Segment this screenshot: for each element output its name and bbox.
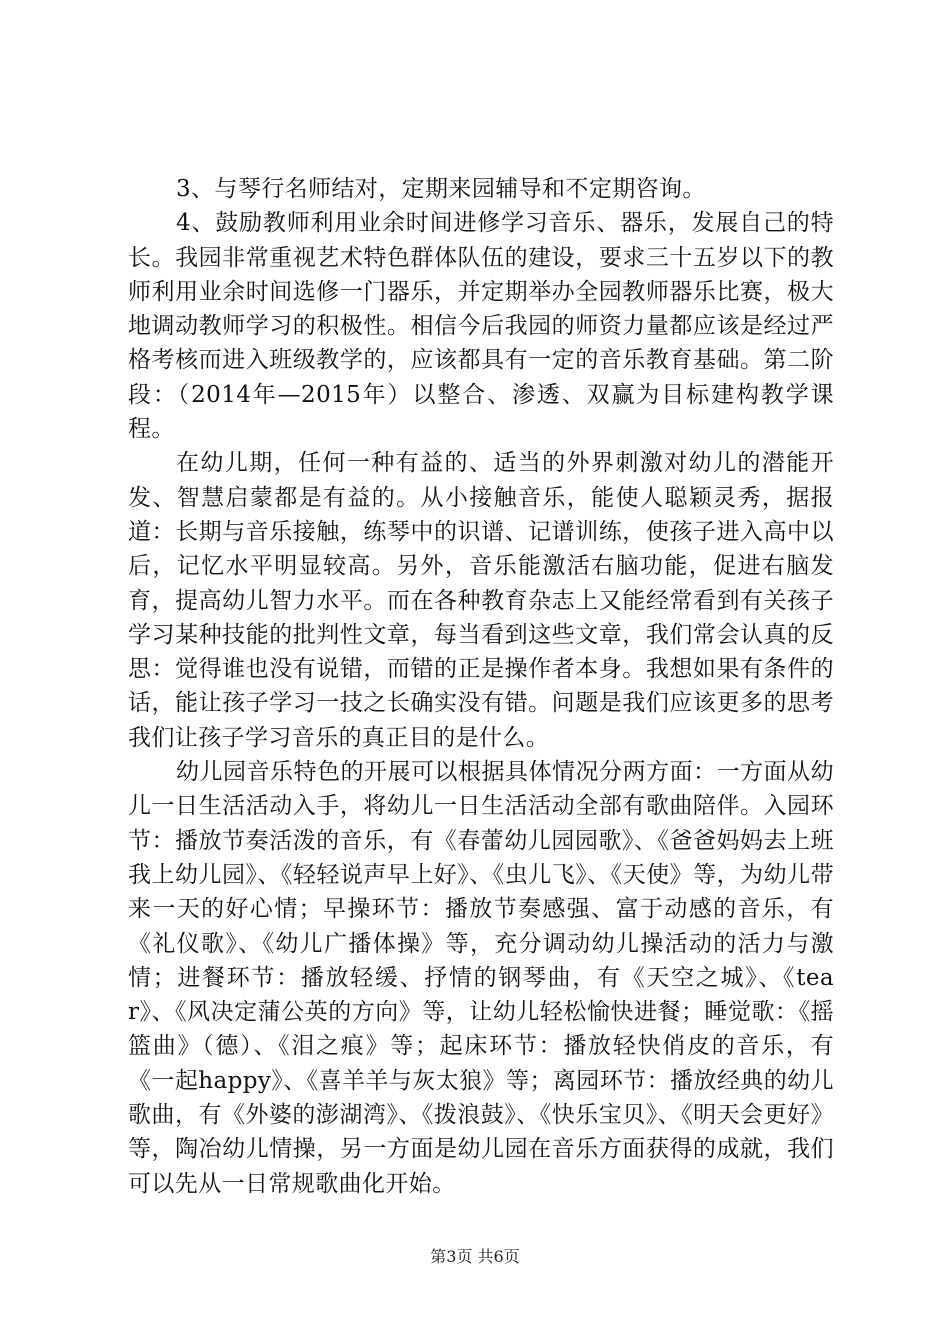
page-number-footer: 第3页 共6页	[430, 1247, 520, 1266]
paragraph-early-childhood: 在幼儿期，任何一种有益的、适当的外界刺激对幼儿的潜能开发、智慧启蒙都是有益的。从小接触音乐，能使人聪颖灵秀，据报道：长期与音乐接触，练琴中的识谱、记谱训练，使孩子进入高中以后，记忆水平明显较高。另外，音乐能激活右脑功能，促进右脑发育，提高幼儿智力水平。而在各种教育杂志上又能经常看到有关孩子学习某种技能的批判性文章，每当看到这些文章，我们常会认真的反思：觉得谁也没有说错，而错的正是操作者本身。我想如果有条件的话，能让孩子学习一技之长确实没有错。问题是我们应该更多的思考我们让孩子学习音乐的真正目的是什么。	[128, 450, 834, 751]
paragraph-item-3: 3、与琴行名师结对，定期来园辅导和不定期咨询。	[176, 176, 706, 202]
paragraph-item-4: 4、鼓励教师利用业余时间进修学习音乐、器乐，发展自己的特长。我园非常重视艺术特色群体队伍的建设，要求三十五岁以下的教师利用业余时间选修一门器乐，并定期举办全园教师器乐比赛，极大地调动教师学习的积极性。相信今后我园的师资力量都应该是经过严格考核而进入班级教学的，应该都具有一定的音乐教育基础。第二阶段：（2014年—2015年）以整合、渗透、双赢为目标建构教学课程。	[128, 210, 834, 443]
document-body	[128, 172, 834, 1201]
paragraph-music-feature: 幼儿园音乐特色的开展可以根据具体情况分两方面：一方面从幼儿一日生活活动入手，将幼儿一日生活活动全部有歌曲陪伴。入园环节：播放节奏活泼的音乐，有《春蕾幼儿园园歌》、《爸爸妈妈去上班我上幼儿园》、《轻轻说声早上好》、《虫儿飞》、《天使》等，为幼儿带来一天的好心情；早操环节：播放节奏感强、富于动感的音乐，有《礼仪歌》、《幼儿广播体操》等，充分调动幼儿操活动的活力与激情；进餐环节：播放轻缓、抒情的钢琴曲，有《天空之城》、《tear》、《风决定蒲公英的方向》等，让幼儿轻松愉快进餐；睡觉歌：《摇篮曲》（德）、《泪之痕》等；起床环节：播放轻快俏皮的音乐，有《一起happy》、《喜羊羊与灰太狼》等；离园环节：播放经典的幼儿歌曲，有《外婆的澎湖湾》、《拨浪鼓》、《快乐宝贝》、《明天会更好》等，陶冶幼儿情操，另一方面是幼儿园在音乐方面获得的成就，我们可以先从一日常规歌曲化开始。	[128, 759, 834, 1197]
